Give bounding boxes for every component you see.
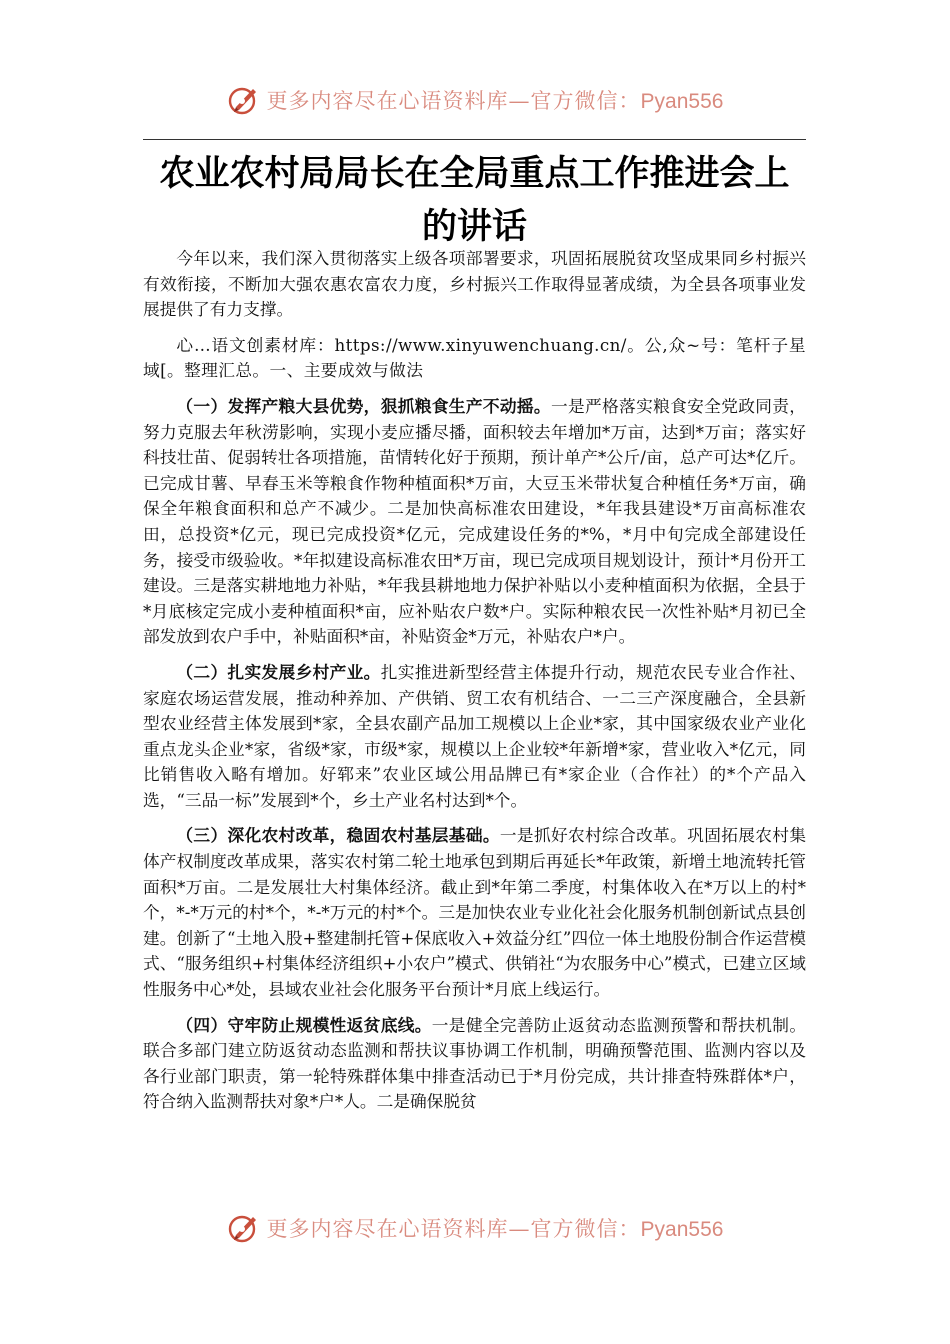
section-heading-3: （三）深化农村改革，稳固农村基层基础。 [176, 825, 500, 846]
wechat-id: Pyan556 [640, 90, 724, 113]
watermark-text: 更多内容尽在心语资料库—官方微信：Pyan556 [266, 1217, 724, 1241]
pen-logo-icon [227, 83, 261, 117]
wechat-id: Pyan556 [640, 1218, 724, 1241]
footer-watermark-banner [0, 1206, 950, 1250]
source-note-paragraph: 心…语文创素材库：https://www.xinyuwenchuang.cn/。公,众~号：笔杆子星域[。整理汇总。一、主要成效与做法 [143, 334, 806, 381]
watermark-text: 更多内容尽在心语资料库—官方微信：Pyan556 [266, 89, 724, 113]
header-divider [143, 139, 806, 140]
section-heading-4: （四）守牢防止规模性返贫底线。 [176, 1014, 432, 1035]
header-watermark-banner [0, 78, 950, 122]
section-paragraph-1: （一）发挥产粮大县优势，狠抓粮食生产不动摇。一是严格落实粮食安全党政同责，努力克服去年秋涝影响，实现小麦应播尽播，面积较去年增加*万亩，达到*万亩；落实好科技壮苗、促弱转壮各项措施，苗情转化好于预期，预计单产*公斤/亩，总产可达*亿斤。已完成甘薯、早春玉米等粮食作物种植面积*万亩，大豆玉米带状复合种植任务*万亩，确保全年粮食面积和总产不减少。二是加快高标准农田建设，*年我县建设*万亩高标准农田，总投资*亿元，现已完成投资*亿元，完成建设任务的*%，*月中旬完成全部建设任务，接受市级验收。*年拟建设高标准农田*万亩，现已完成项目规划设计，预计*月份开工建设。三是落实耕地地力补贴，*年我县耕地地力保护补贴以小麦种植面积为依据，全县于*月底核定完成小麦种植面积*亩，应补贴农户数*户。实际种粮农民一次性补贴*月初已全部发放到农户手中，补贴面积*亩，补贴资金*万元，补贴农户*户。 [143, 395, 806, 647]
document-body [143, 246, 806, 1125]
pen-logo-icon [227, 1211, 261, 1245]
intro-paragraph: 今年以来，我们深入贯彻落实上级各项部署要求，巩固拓展脱贫攻坚成果同乡村振兴有效衔接，不断加大强农惠农富农力度，乡村振兴工作取得显著成绩，为全县各项事业发展提供了有力支撑。 [143, 248, 806, 320]
section-paragraph-3: （三）深化农村改革，稳固农村基层基础。一是抓好农村综合改革。巩固拓展农村集体产权制度改革成果，落实农村第二轮土地承包到期后再延长*年政策，新增土地流转托管面积*万亩。二是发展壮大村集体经济。截止到*年第二季度，村集体收入在*万以上的村*个，*-*万元的村*个，*-*万元的村*个。三是加快农业专业化社会化服务机制创新试点县创建。创新了“土地入股+整建制托管+保底收入+效益分红”四位一体土地股份制合作运营模式、“服务组织+村集体经济组织+小农户”模式、供销社“为农服务中心”模式，已建立区域性服务中心*处，县域农业社会化服务平台预计*月底上线运行。 [143, 825, 807, 1000]
section-paragraph-2: （二）扎实发展乡村产业。扎实推进新型经营主体提升行动，规范农民专业合作社、家庭农场运营发展，推动种养加、产供销、贸工农有机结合、一二三产深度融合，全县新型农业经营主体发展到*家，全县农副产品加工规模以上企业*家，其中国家级农业产业化重点龙头企业*家，省级*家，市级*家，规模以上企业较*年新增*家，营业收入*亿元，同比销售收入略有增加。好郓来”农业区域公用品牌已有*家企业（合作社）的*个产品入选，“三品一标”发展到*个，乡土产业名村达到*个。 [143, 661, 807, 810]
document-title: 农业农村局局长在全局重点工作推进会上的讲话 [159, 154, 790, 247]
section-heading-1: （一）发挥产粮大县优势，狠抓粮食生产不动摇。 [176, 395, 551, 416]
section-heading-2: （二）扎实发展乡村产业。 [176, 661, 381, 682]
section-paragraph-4: （四）守牢防止规模性返贫底线。一是健全完善防止返贫动态监测预警和帮扶机制。联合多部门建立防返贫动态监测和帮扶议事协调工作机制，明确预警范围、监测内容以及各行业部门职责，第一轮特殊群体集中排查活动已于*月份完成，共计排查特殊群体*户，符合纳入监测帮扶对象*户*人。二是确保脱贫 [143, 1014, 807, 1112]
